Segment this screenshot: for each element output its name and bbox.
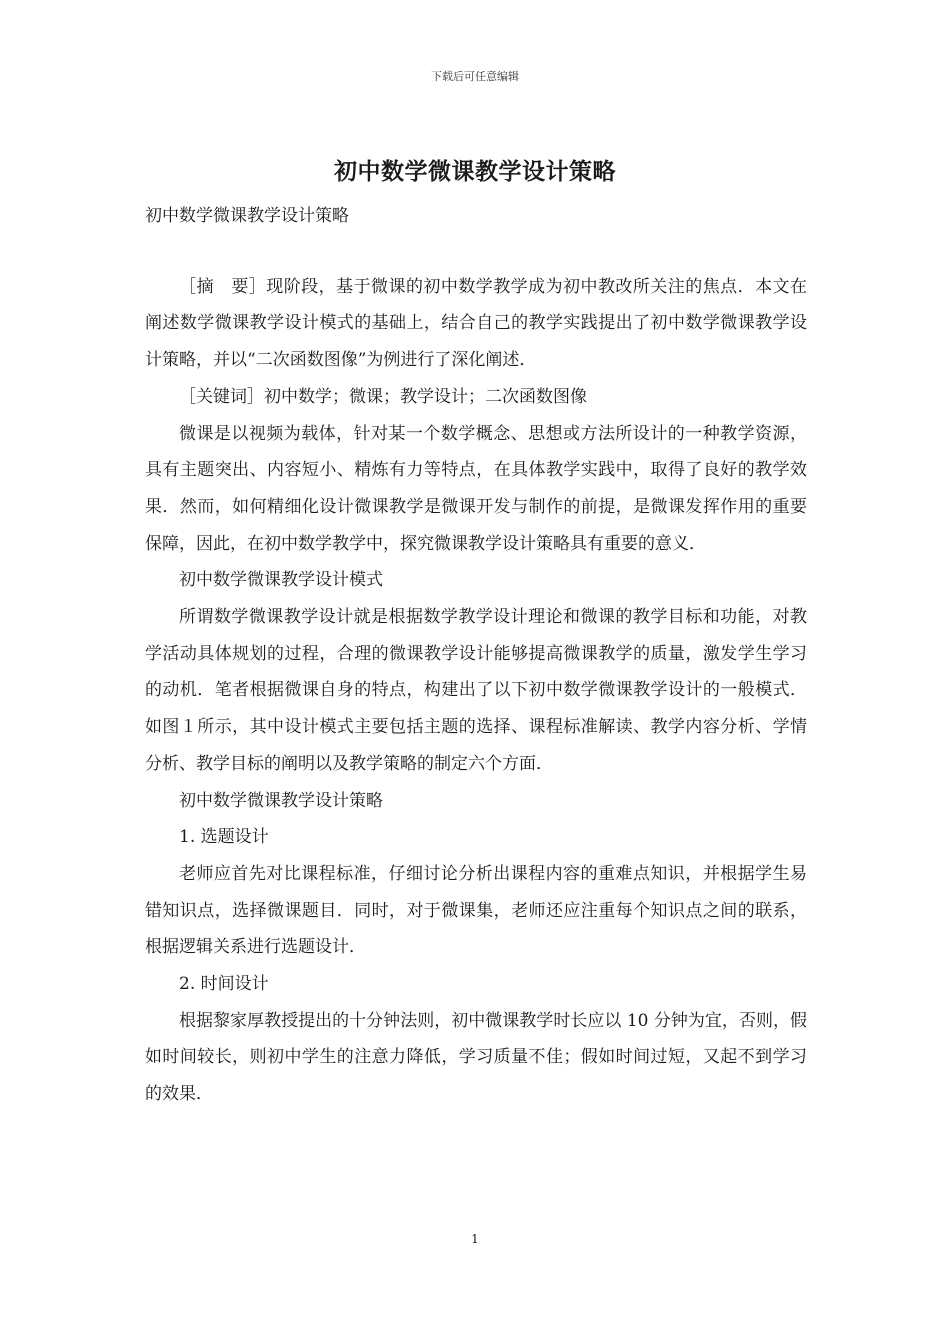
subheading-time-design: 2. 时间设计 <box>179 974 269 995</box>
subheading-topic-design: 1. 选题设计 <box>179 827 269 848</box>
abstract-paragraph: ［摘 要］现阶段，基于微课的初中数学教学成为初中教改所关注的焦点．本文在阐述数学微课教学设计模式的基础上，结合自己的教学实践提出了初中数学微课教学设计策略，并以“二次函数图像”为例进行了深化阐述． <box>145 276 807 371</box>
document-body <box>145 198 807 1113</box>
section-heading-strategy: 初中数学微课教学设计策略 <box>179 790 383 811</box>
header-note: 下载后可任意编辑 <box>431 70 519 83</box>
keywords-paragraph: ［关键词］初中数学；微课；教学设计；二次函数图像 <box>179 386 587 407</box>
document-title: 初中数学微课教学设计策略 <box>334 158 616 185</box>
section-heading-model: 初中数学微课教学设计模式 <box>179 570 383 591</box>
time-design-paragraph: 根据黎家厚教授提出的十分钟法则，初中微课教学时长应以 10 分钟为宜，否则，假如时间较长，则初中学生的注意力降低，学习质量不佳；假如时间过短，又起不到学习的效果． <box>145 1010 807 1105</box>
page-number: 1 <box>471 1232 479 1246</box>
intro-paragraph: 微课是以视频为载体，针对某一个数学概念、思想或方法所设计的一种教学资源，具有主题突出、内容短小、精炼有力等特点，在具体教学实践中，取得了良好的教学效果．然而，如何精细化设计微课教学是微课开发与制作的前提，是微课发挥作用的重要保障，因此，在初中数学教学中，探究微课教学设计策略具有重要的意义． <box>145 423 807 554</box>
subtitle: 初中数学微课教学设计策略 <box>145 206 349 226</box>
topic-design-paragraph: 老师应首先对比课程标准，仔细讨论分析出课程内容的重难点知识，并根据学生易错知识点，选择微课题目．同时，对于微课集，老师还应注重每个知识点之间的联系，根据逻辑关系进行选题设计． <box>145 863 807 958</box>
spacer <box>145 235 807 269</box>
model-paragraph: 所谓数学微课教学设计就是根据数学教学设计理论和微课的教学目标和功能，对教学活动具体规划的过程，合理的微课教学设计能够提高微课教学的质量，激发学生学习的动机．笔者根据微课自身的特点，构建出了以下初中数学微课教学设计的一般模式．如图１所示，其中设计模式主要包括主题的选择、课程标准解读、教学内容分析、学情分析、教学目标的阐明以及教学策略的制定六个方面． <box>145 607 807 774</box>
